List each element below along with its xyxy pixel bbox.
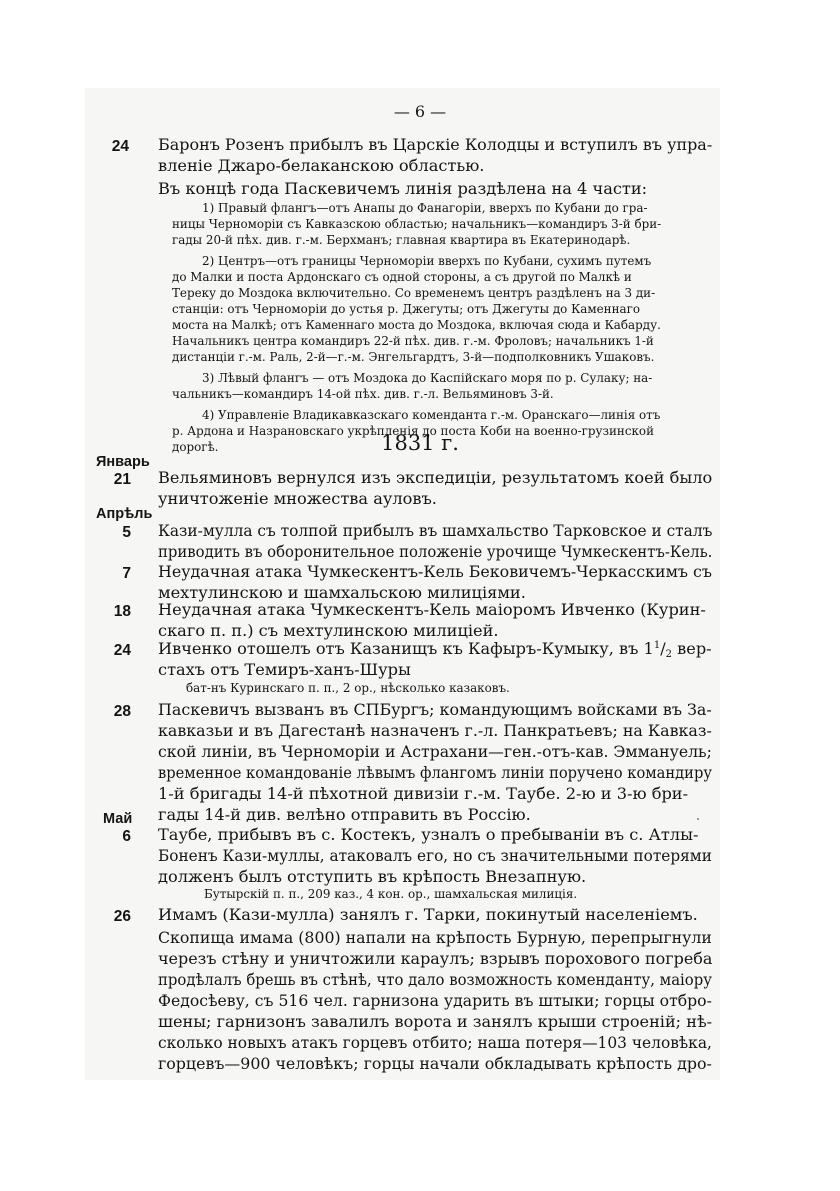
entry-date: 21 xyxy=(113,471,131,488)
text-line xyxy=(158,641,712,660)
text-line: Скопища имама (800) напали на крѣпость Бурную, перепрыгнули xyxy=(158,928,712,947)
note-line: чальникъ—командиръ 14-ой пѣх. див. г.-л. Вельяминовъ 3-й. xyxy=(172,387,554,401)
month-heading-april: Апрѣль xyxy=(96,506,153,522)
text-line: Таубе, прибывъ въ с. Костекъ, узналъ о пребываніи въ с. Атлы- xyxy=(158,825,699,844)
text-line: Имамъ (Кази-мулла) занялъ г. Тарки, покинутый населеніемъ. xyxy=(158,905,698,924)
fraction-numerator: 1 xyxy=(653,640,661,651)
note-line: станціи: отъ Черноморіи до устья р. Джегуты; отъ Джегуты до Каменнаго xyxy=(172,302,640,316)
text-line: Паскевичъ вызванъ въ СПБургъ; командующимъ войсками въ За- xyxy=(158,700,712,719)
text-segment: вер- xyxy=(672,639,712,658)
print-speck xyxy=(697,818,699,820)
text-line: 1-й бригады 14-й пѣхотной дивизіи г.-м. Таубе. 2-ю и 3-ю бри- xyxy=(158,784,689,803)
month-heading-may: Май xyxy=(103,811,133,827)
text-line: Баронъ Розенъ прибылъ въ Царскіе Колодцы и вступилъ въ упра- xyxy=(158,135,713,154)
note-line: ницы Черноморіи съ Кавказскою областью; начальникъ—командиръ 3-й бри- xyxy=(172,217,662,231)
note-line: р. Ардона и Назрановскаго укрѣпленія до поста Коби на военно-грузинской xyxy=(172,424,655,438)
note-line: моста на Малкѣ; отъ Каменнаго моста до Моздока, включая сюда и Кабарду. xyxy=(172,318,661,332)
entry-date: 26 xyxy=(113,908,131,925)
note-line: дистанціи г.-м. Раль, 2-й—г.-м. Энгельгардтъ, 3-й—подполковникъ Ушаковъ. xyxy=(172,350,655,364)
text-line: приводить въ оборонительное положеніе урочище Чумкескентъ-Кель. xyxy=(158,542,713,561)
text-line: ской линіи, въ Черноморіи и Астрахани—ген.-отъ-кав. Эммануель; xyxy=(158,742,712,761)
note-line: гады 20-й пѣх. див. г.-м. Берхманъ; главная квартира въ Екатеринодарѣ. xyxy=(172,233,631,247)
note-line: бат-нъ Куринскаго п. п., 2 ор., нѣсколько казаковъ. xyxy=(186,681,510,695)
text-line: Вельяминовъ вернулся изъ экспедиціи, результатомъ коей было xyxy=(158,468,713,487)
note-line: Начальникъ центра командиръ 22-й пѣх. див. г.-м. Фроловъ; начальникъ 1-й xyxy=(172,334,654,348)
text-line: шены; гарнизонъ завалилъ ворота и занялъ крыши строеній; нѣ- xyxy=(158,1012,713,1031)
text-line: горцевъ—900 человѣкъ; горцы начали обкладывать крѣпость дро- xyxy=(158,1054,712,1073)
text-line: временное командованіе лѣвымъ флангомъ линіи поручено командиру xyxy=(158,763,712,782)
text-line: Кази-мулла съ толпой прибылъ въ шамхальство Тарковское и сталъ xyxy=(158,521,713,540)
note-line: 1) Правый флангъ—отъ Анапы до Фанагоріи, вверхъ по Кубани до гра- xyxy=(202,201,648,215)
text-line: долженъ былъ отступить въ крѣпость Внезапную. xyxy=(158,867,587,886)
note-line: Тереку до Моздока включительно. Со временемъ центръ раздѣленъ на 3 ди- xyxy=(172,286,656,300)
note-line: дорогѣ. xyxy=(172,440,219,454)
text-line: кавказьи и въ Дагестанѣ назначенъ г.-л. Панкратьевъ; на Кавказ- xyxy=(158,721,712,740)
note-line: до Малки и поста Ардонскаго съ одной стороны, а съ другой по Малкѣ и xyxy=(172,270,632,284)
text-line: вленіе Джаро-белаканскою областью. xyxy=(158,156,485,175)
text-line: стахъ отъ Темиръ-ханъ-Шуры xyxy=(158,660,411,679)
note-line: 3) Лѣвый флангъ — отъ Моздока до Каспійскаго моря по р. Сулаку; на- xyxy=(202,371,653,385)
fraction-denominator: 2 xyxy=(665,649,673,660)
entry-date: 5 xyxy=(122,524,131,541)
month-heading-january: Январь xyxy=(96,454,150,470)
text-line: сколько новыхъ атакъ горцевъ отбито; наша потеря—103 человѣка, xyxy=(158,1033,712,1052)
text-line: черезъ стѣну и уничтожили караулъ; взрывъ порохового погреба xyxy=(158,949,713,968)
text-line: Въ концѣ года Паскевичемъ линія раздѣлена на 4 части: xyxy=(158,179,648,198)
text-line: Неудачная атака Чумкескентъ-Кель маіоромъ Ивченко (Курин- xyxy=(158,600,706,619)
text-line: Неудачная атака Чумкескентъ-Кель Бековичемъ-Черкасскимъ съ xyxy=(158,562,713,581)
text-line: уничтоженіе множества ауловъ. xyxy=(158,489,437,508)
text-line: Боненъ Кази-муллы, атаковалъ его, но съ значительными потерями xyxy=(158,846,712,865)
note-line: 4) Управленіе Владикавказскаго коменданта г.-м. Оранскаго—линія отъ xyxy=(202,408,661,422)
entry-date: 6 xyxy=(122,828,131,845)
text-line: гады 14-й див. велѣно отправить въ Россію. xyxy=(158,805,531,824)
year-heading: 1831 г. xyxy=(381,431,459,455)
note-line: 2) Центръ—отъ границы Черноморіи вверхъ по Кубани, сухимъ путемъ xyxy=(202,254,652,268)
entry-date: 7 xyxy=(122,565,131,582)
note-line: Бутырскій п. п., 209 каз., 4 кон. ор., шамхальская милиція. xyxy=(204,887,578,901)
text-line: Федосѣеву, съ 516 чел. гарнизона ударить въ штыки; горцы отбро- xyxy=(158,991,712,1010)
text-line: мехтулинскою и шамхальскою милиціями. xyxy=(158,583,526,602)
page-number: — 6 — xyxy=(393,102,447,121)
text-line: продѣлалъ брешь въ стѣнѣ, что дало возможность коменданту, маіору xyxy=(158,970,712,989)
entry-date: 24 xyxy=(111,138,129,155)
fraction: $^1/_2$ xyxy=(653,639,673,660)
text-segment: Ивченко отошелъ отъ Казанищъ къ Кафыръ-Кумыку, въ 1 xyxy=(158,639,654,658)
entry-date: 28 xyxy=(113,703,131,720)
entry-date: 24 xyxy=(113,642,131,659)
entry-date: 18 xyxy=(113,603,131,620)
text-line: скаго п. п.) съ мехтулинскою милиціей. xyxy=(158,621,499,640)
